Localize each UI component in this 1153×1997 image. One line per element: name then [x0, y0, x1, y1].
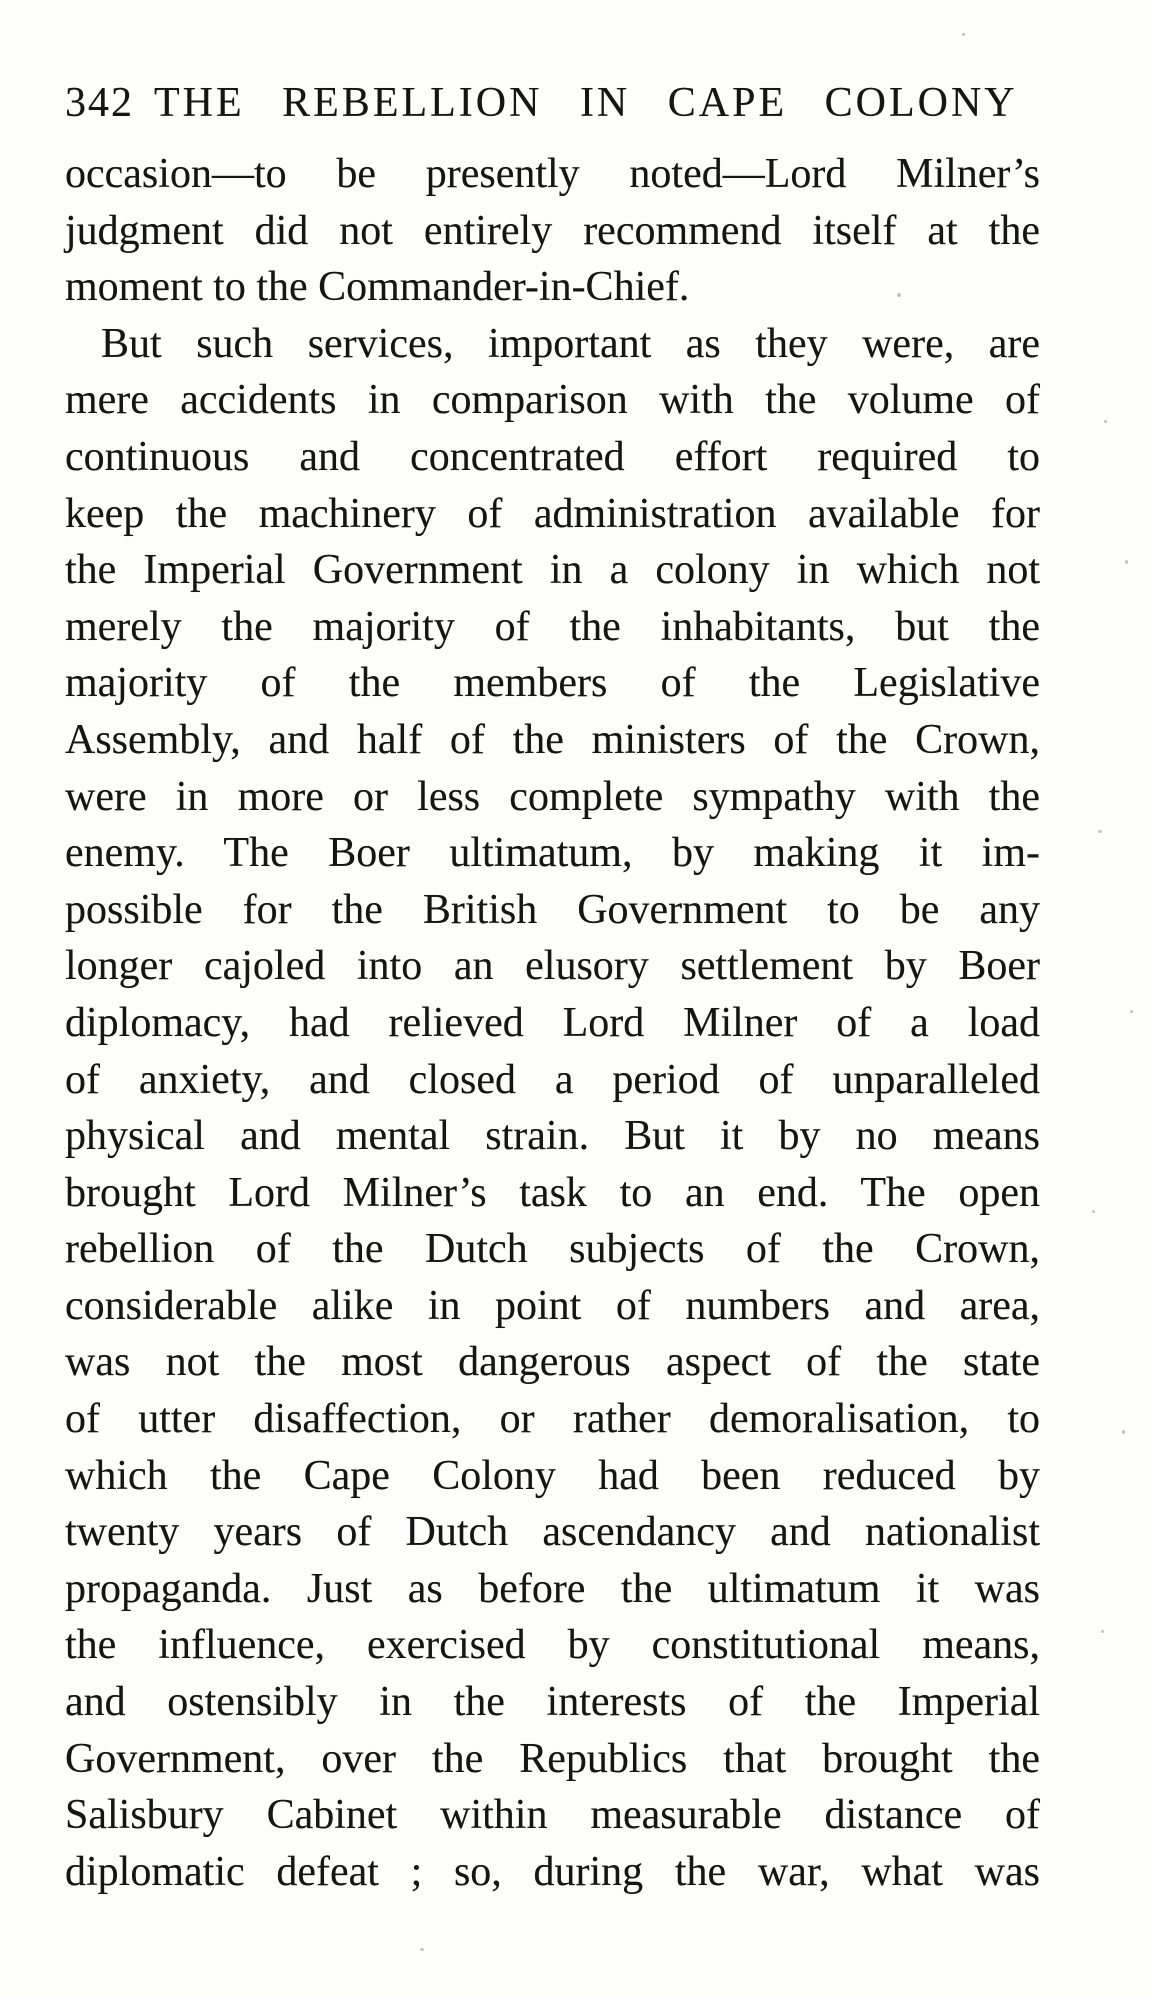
scan-speck	[897, 293, 901, 297]
text-line: of anxiety, and closed a period of unparalleled	[65, 1056, 1040, 1103]
text-line: which the Cape Colony had been reduced by	[65, 1452, 1040, 1499]
scan-speck	[1092, 1210, 1095, 1213]
text-line: continuous and concentrated effort required to	[65, 433, 1040, 480]
text-line: keep the machinery of administration available for	[65, 490, 1040, 537]
text-line: physical and mental strain. But it by no means	[65, 1113, 1040, 1160]
text-line: enemy. The Boer ultimatum, by making it im-	[65, 830, 1040, 877]
scan-speck	[1101, 1630, 1104, 1633]
text-line: diplomacy, had relieved Lord Milner of a load	[65, 999, 1040, 1046]
text-line: judgment did not entirely recommend itself at the	[65, 207, 1040, 254]
scan-speck	[1098, 830, 1102, 833]
text-line: diplomatic defeat ; so, during the war, what was	[65, 1848, 1040, 1895]
text-line: twenty years of Dutch ascendancy and nationalist	[65, 1509, 1040, 1556]
text-line: rebellion of the Dutch subjects of the Crown,	[65, 1226, 1040, 1273]
text-line: moment to the Commander-in-Chief.	[65, 264, 690, 311]
text-line: But such services, important as they were, are	[101, 320, 1040, 367]
text-line: the Imperial Government in a colony in which not	[65, 547, 1040, 594]
page-number: 342	[65, 80, 134, 126]
text-line: merely the majority of the inhabitants, but the	[65, 603, 1040, 650]
scan-speck	[420, 1948, 424, 1951]
text-line: Government, over the Republics that brought the	[65, 1735, 1040, 1782]
body-text	[65, 146, 1040, 1900]
text-line: the influence, exercised by constitutional means,	[65, 1622, 1040, 1669]
text-line: considerable alike in point of numbers and area,	[65, 1282, 1040, 1329]
text-line: longer cajoled into an elusory settlement by Boer	[65, 943, 1040, 990]
text-line: mere accidents in comparison with the volume of	[65, 377, 1040, 424]
text-line: occasion—to be presently noted—Lord Milner’s	[65, 151, 1040, 197]
text-line: was not the most dangerous aspect of the state	[65, 1339, 1040, 1386]
page-header	[65, 80, 1050, 126]
scan-speck	[1130, 1010, 1133, 1013]
text-line: of utter disaffection, or rather demoralisation, to	[65, 1396, 1040, 1443]
text-line: Salisbury Cabinet within measurable distance of	[65, 1792, 1040, 1839]
text-line: majority of the members of the Legislative	[65, 660, 1040, 707]
text-line: Assembly, and half of the ministers of the Crown,	[65, 716, 1040, 763]
scan-speck	[1104, 420, 1107, 423]
running-title: THE REBELLION IN CAPE COLONY	[154, 80, 1018, 126]
text-line: propaganda. Just as before the ultimatum it was	[65, 1565, 1040, 1612]
scan-speck	[962, 33, 965, 36]
text-line: possible for the British Government to be any	[65, 886, 1040, 933]
text-line: brought Lord Milner’s task to an end. The open	[65, 1169, 1040, 1216]
text-line: and ostensibly in the interests of the Imperial	[65, 1679, 1040, 1726]
text-line: were in more or less complete sympathy with the	[65, 773, 1040, 820]
scan-speck	[1125, 560, 1128, 564]
scan-speck	[1122, 1430, 1125, 1434]
